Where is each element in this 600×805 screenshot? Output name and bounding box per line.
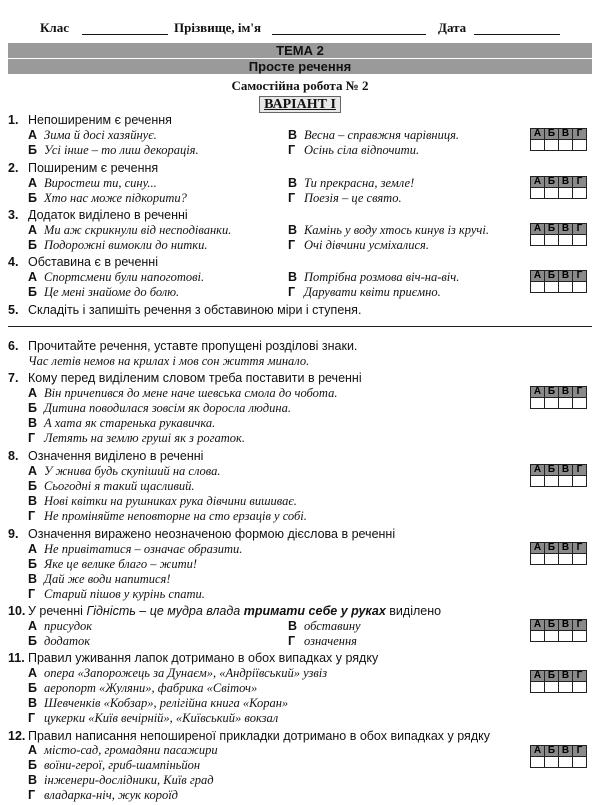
option-d[interactable]: Г цукерки «Київ вечірній», «Київський» вокзал (28, 711, 279, 725)
option-b[interactable]: Б аеропорт «Жуляни», фабрика «Світоч» (28, 681, 258, 695)
question-number: 4. (8, 255, 19, 269)
option-c[interactable]: В Весна – справжня чарівниця. (288, 128, 460, 142)
option-b[interactable]: Б Це мені знайоме до болю. (28, 285, 180, 299)
option-b[interactable]: Б Сьогодні я такий щасливий. (28, 479, 195, 493)
answer-grid[interactable]: А Б В Г (530, 464, 587, 487)
option-a[interactable]: А місто-сад, громадяни пасажири (28, 743, 218, 757)
question-number: 7. (8, 371, 19, 385)
option-a[interactable]: А присудок (28, 619, 93, 633)
option-d[interactable]: Г Летять на землю груші як з рогаток. (28, 431, 245, 445)
option-d[interactable]: Г Не проміняйте неповторне на сто ерзаців у собі. (28, 509, 307, 523)
answer-line[interactable] (8, 326, 592, 327)
answer-grid[interactable]: А Б В Г (530, 176, 587, 199)
option-d[interactable]: Г Осінь сіла відпочити. (288, 143, 420, 157)
topic-banner: ТЕМА 2 (8, 43, 592, 58)
question-number: 11. (8, 651, 25, 665)
question-text: Непоширеним є речення (28, 113, 172, 127)
answer-grid[interactable]: А Б В Г (530, 223, 587, 246)
option-b[interactable]: Б Усі інше – то лиш декорація. (28, 143, 199, 157)
answer-grid[interactable]: А Б В Г (530, 745, 587, 768)
answer-grid[interactable]: А Б В Г (530, 670, 587, 693)
option-a[interactable]: А Виростеш ти, сину... (28, 176, 157, 190)
option-b[interactable]: Б додаток (28, 634, 91, 648)
option-a[interactable]: А Ми аж скрикнули від несподіванки. (28, 223, 232, 237)
question-text: Прочитайте речення, уставте пропущені розділові знаки. (28, 339, 358, 353)
option-d[interactable]: Г означення (288, 634, 357, 648)
question-text: Означення виражено неозначеною формою дієслова в реченні (28, 527, 396, 541)
option-b[interactable]: Б Яке це велике благо – жити! (28, 557, 198, 571)
option-b[interactable]: Б Подорожні вимокли до нитки. (28, 238, 208, 252)
question-text: Кому перед виділеним словом треба поставити в реченні (28, 371, 362, 385)
question-6-sentence: Час летів немов на крилах і мов сон життя минало. (28, 354, 310, 368)
header-row (0, 18, 600, 38)
option-c[interactable]: В обставину (288, 619, 361, 633)
question-text: Обставина є в реченні (28, 255, 158, 269)
option-a[interactable]: А Не привітатися – означає образити. (28, 542, 243, 556)
option-a[interactable]: А опера «Запорожець за Дунаєм», «Андріївський» узвіз (28, 666, 328, 680)
topic-subtitle: Просте речення (8, 58, 592, 74)
answer-grid[interactable]: А Б В Г (530, 542, 587, 565)
question-number: 8. (8, 449, 19, 463)
name-field[interactable] (272, 34, 426, 35)
question-text: Означення виділено в реченні (28, 449, 204, 463)
question-number: 9. (8, 527, 19, 541)
option-d[interactable]: Г Старий пішов у курінь спати. (28, 587, 205, 601)
option-a[interactable]: А Спортсмени були напоготові. (28, 270, 205, 284)
option-d[interactable]: Г владарка-ніч, жук короїд (28, 788, 179, 802)
question-text: Додаток виділено в реченні (28, 208, 188, 222)
answer-grid[interactable]: А Б В Г (530, 386, 587, 409)
option-a[interactable]: А Він причепився до мене наче шевська смола до чобота. (28, 386, 338, 400)
variant-heading (0, 95, 600, 113)
option-b[interactable]: Б воїни-герої, гриб-шампіньйон (28, 758, 201, 772)
option-d[interactable]: Г Очі дівчини усміхалися. (288, 238, 429, 252)
question-number: 3. (8, 208, 19, 222)
work-title: Самостійна робота № 2 (231, 78, 369, 93)
option-c[interactable]: В Камінь у воду хтось кинув із кручі. (288, 223, 489, 237)
question-text: Складіть і запишіть речення з обставиною міри і ступеня. (28, 303, 362, 317)
name-label: Прізвище, ім'я (174, 20, 262, 35)
option-a[interactable]: А Зима й досі хазяйнує. (28, 128, 157, 142)
option-d[interactable]: Г Дарувати квіти приємно. (288, 285, 441, 299)
option-b[interactable]: Б Хто нас може підкорити? (28, 191, 187, 205)
answer-grid[interactable]: А Б В Г (530, 128, 587, 151)
option-c[interactable]: В Ти прекрасна, земле! (288, 176, 415, 190)
question-number: 10. (8, 604, 26, 618)
class-label: Клас (40, 20, 69, 35)
question-text: Правил уживання лапок дотримано в обох випадках у рядку (28, 651, 379, 665)
question-number: 12. (8, 729, 26, 743)
question-number: 6. (8, 339, 19, 353)
option-b[interactable]: Б Дитина поводилася зовсім як доросла людина. (28, 401, 291, 415)
question-number: 2. (8, 161, 19, 175)
option-c[interactable]: В Потрібна розмова віч-на-віч. (288, 270, 460, 284)
option-c[interactable]: В Нові квітки на рушниках рука дівчини вишиває. (28, 494, 297, 508)
question-number: 5. (8, 303, 19, 317)
answer-grid[interactable]: А Б В Г (530, 270, 587, 293)
date-label: Дата (438, 20, 467, 35)
variant-label: ВАРІАНТ І (259, 96, 341, 113)
question-text: У реченні Гідність – це мудра влада тримати себе у руках виділено (28, 604, 442, 618)
option-c[interactable]: В Дай же води напитися! (28, 572, 171, 586)
question-number: 1. (8, 113, 19, 127)
option-a[interactable]: А У жнива будь скупіший на слова. (28, 464, 221, 478)
option-c[interactable]: В Шевченків «Кобзар», релігійна книга «Коран» (28, 696, 289, 710)
option-d[interactable]: Г Поезія – це свято. (288, 191, 402, 205)
question-text: Поширеним є речення (28, 161, 159, 175)
answer-grid[interactable]: А Б В Г (530, 619, 587, 642)
option-c[interactable]: В А хата як старенька рукавичка. (28, 416, 216, 430)
class-field[interactable] (82, 34, 168, 35)
date-field[interactable] (474, 34, 560, 35)
option-c[interactable]: В інженери-дослідники, Київ град (28, 773, 214, 787)
question-text: Правил написання непоширеної прикладки дотримано в обох випадках у рядку (28, 729, 490, 743)
